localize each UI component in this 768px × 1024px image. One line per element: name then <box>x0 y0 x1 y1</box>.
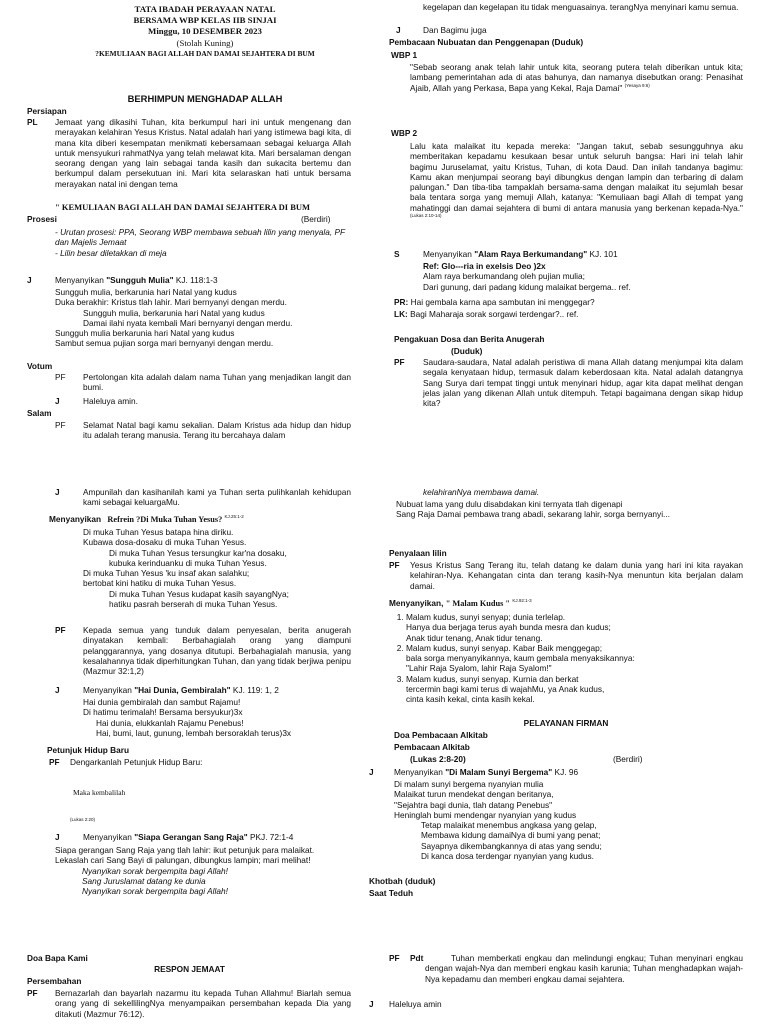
lk-label: LK: <box>394 309 408 319</box>
saat-teduh: Saat Teduh <box>369 888 414 898</box>
persembahan-heading: Persembahan <box>27 976 82 986</box>
song4-line: Sang Juruslamat datang ke dunia <box>82 875 206 886</box>
end-j-text: Haleluya amin <box>389 999 442 1009</box>
pdt-label: Pdt <box>410 953 424 963</box>
j-song: "Di Malam Sunyi Bergema" <box>445 767 553 777</box>
salam-heading: Salam <box>27 408 52 418</box>
pf-label: PF <box>389 953 400 963</box>
khotbah: Khotbah (duduk) <box>369 876 436 886</box>
dimalam-line: Di malam sunyi bergema nyanyian mulia <box>394 779 544 789</box>
song2-line: Di muka Tuhan Yesus kudapat kasih sayangNya; <box>109 588 289 599</box>
j4-ref: PKJ. 72:1-4 <box>249 832 294 842</box>
j1-line <box>55 275 218 285</box>
header-date: Minggu, 10 DESEMBER 2023 <box>148 26 262 37</box>
j3-song: "Hai Dunia, Gembiralah" <box>134 685 231 695</box>
verse-line: "Lahir Raja Syalom, lahir Raja Syalom!" <box>406 663 552 674</box>
song1-line: Sungguh mulia, berkarunia hari Natal yang kudus <box>55 287 237 297</box>
song1-line: Damai ilahi nyata kembali Mari bernyanyi dengan merdu. <box>83 317 293 328</box>
meny2-label: Menyanyikan <box>49 514 102 524</box>
song2-line: Di muka Tuhan Yesus tersungkur kar'na dosaku, <box>109 547 287 558</box>
verse-line: cinta kasih kekal, cinta kasih kekal. <box>406 694 535 705</box>
s-song-lines <box>423 261 631 292</box>
j2-label: J <box>55 487 60 497</box>
s-text: Menyanyikan <box>423 249 472 259</box>
song4-line: Siapa gerangan Sang Raja yang tlah lahir: ikut petunjuk para malaikat. <box>55 845 315 855</box>
pf3-text: Kepada semua yang tunduk dalam penyesalan, berita anugerah dinyatakan kembali: Berbahagialah orang yang diampuni pelanggarannya, yang dosanya ditutupi. Berbahagialah manusia, yang kesalahannya tidak diperhitungkan Tuhan, dan yang tidak berjiwa penipu (Mazmur 32:1,2) <box>83 625 351 677</box>
petunjuk-text: Dengarkanlah Petunjuk Hidup Baru: <box>70 757 203 767</box>
header-theme: ?KEMULIAAN BAGI ALLAH DAN DAMAI SEJAHTERA DI BUM <box>95 48 315 58</box>
wbp2-body: Lalu kata malaikat itu kepada mereka: "Jangan takut, sebab sesungguhnya aku memberitakan kepadamu kesukaan besar untuk seluruh bangsa: Hari ini telah lahir bagimu Juruselamat, yaitu Kristus, Tuhan, di kota Daud. Dan inilah tandanya bagimu: Kamu akan menjumpai seorang bayi dibungkus dengan lampin dan terbaring di dalam palungan." Dan tiba-tiba tampaklah bersama-sama dengan malaikat itu sejumlah besar bala tentara sorga yang memuji Allah, katanya: "Kemuliaan bagi Allah di tempat yang mahatinggi dan damai sejahtera di bumi di antara manusia yang berkenan kepada-Nya." <box>410 141 743 213</box>
j1-song: "Sungguh Mulia" <box>106 275 174 285</box>
header-stola: (Stolah Kuning) <box>176 37 234 48</box>
s-label: S <box>394 249 400 259</box>
nubuat-line: Nubuat lama yang dulu disabdakan kini ternyata tlah digenapi <box>396 499 623 509</box>
song1-line: Sungguh mulia, berkarunia hari Natal yang kudus <box>83 307 265 318</box>
pdt-text <box>425 953 743 984</box>
song4-line: Lekaslah cari Sang Bayi di palungan, dibungkus lampin; mari melihat! <box>55 855 311 866</box>
pelayanan-firman: PELAYANAN FIRMAN <box>523 718 609 728</box>
j3-label: J <box>55 685 60 695</box>
verse-item <box>406 643 635 674</box>
wbp1-body: "Sebab seorang anak telah lahir untuk kita, seorang putera telah diberikan untuk kita; lambang pemerintahan ada di atas bahunya, dan namanya disebutkan orang: Penasihat Ajaib, Allah yang Perkasa, Bapa yang Kekal, Raja Damai" <box>410 62 743 93</box>
verse-line: bala sorga menyanyikannya, kaum gembala menyaksikannya: <box>406 653 635 664</box>
doa-pembacaan: Doa Pembacaan Alkitab <box>394 730 488 740</box>
penyalaan-text: Yesus Kristus Sang Terang itu, telah datang ke dalam dunia yang hari ini kita rayakan kelahiran-Nya. Kehangatan cinta dan terang kasih-Nya menuntun kita berjalan dalam damai. <box>410 560 743 591</box>
verse-line: tercermin bagi kami terus di wajahMu, ya Anak kudus, <box>406 683 605 694</box>
j3-text: Menyanyikan <box>83 685 132 695</box>
malam-kudus-title: " Malam Kudus " <box>445 599 511 608</box>
petunjuk-pf-label: PF <box>49 757 60 767</box>
header <box>40 4 370 58</box>
pf3-label: PF <box>55 625 66 635</box>
song2-line: kubuka kerinduanku di muka Tuhan Yesus. <box>109 557 267 568</box>
j-label: J <box>369 767 374 777</box>
wbp2-label: WBP 2 <box>391 128 418 138</box>
salam-text: Selamat Natal bagi kamu sekalian. Dalam Kristus ada hidup dan hidup itu adalah terang manusia. Terang itu bercahaya dalam <box>83 420 351 441</box>
respon-jemaat: RESPON JEMAAT <box>154 964 225 974</box>
j-line <box>394 767 578 777</box>
s-song: "Alam Raya Berkumandang" <box>474 249 588 259</box>
verse-line: 2. Malam kudus, sunyi senyap. Kabar Baik menggegap; <box>406 642 603 653</box>
header-subtitle: BERSAMA WBP KELAS IIB SINJAI <box>133 15 277 26</box>
malam-kudus-label: Menyanyikan, <box>389 598 444 608</box>
top-j-text: Dan Bagimu juga <box>423 25 487 35</box>
s-ref: KJ. 101 <box>589 249 618 259</box>
pengakuan-text: Saudara-saudara, Natal adalah peristiwa di mana Allah datang menjumpai kita dalam segala kenyataan hidup, termasuk dalam keberdosaan kita. Natal adalah datangnya Sang Surya dari tempat tinggi untuk menyinari hidup, agar kita dapat melihat dengan jelas jalan yang dikenan Allah untuk ditempuh. Tetapi bagaimana dengan sikap hidup kita? <box>423 357 743 409</box>
maka-kembalilah: Maka kembalilah <box>73 788 126 797</box>
j-ref: KJ. 96 <box>554 767 579 777</box>
meny2-ref: KJ.25:1-2 <box>224 514 244 520</box>
song3-line: Di hatimu terimalah! Bersama bersyukur)3x <box>83 707 243 718</box>
petunjuk-heading: Petunjuk Hidup Baru <box>47 745 130 755</box>
j3-ref: KJ. 119: 1, 2 <box>232 685 279 695</box>
wbp1-text <box>410 62 743 93</box>
kelahiran-text: kelahiranNya membawa damai. <box>423 487 540 497</box>
salam-continuation: kegelapan dan kegelapan itu tidak menguasainya. terangNya menyinari kamu semua. <box>423 2 739 12</box>
votum-j-text: Haleluya amin. <box>83 396 138 406</box>
votum-heading: Votum <box>27 361 53 371</box>
persiapan-heading: Persiapan <box>27 106 67 116</box>
song1-line: Duka berakhir: Kristus tlah lahir. Mari bernyanyi dengan merdu. <box>55 297 287 308</box>
votum-text: Pertolongan kita adalah dalam nama Tuhan yang menjadikan langit dan bumi. <box>83 372 351 393</box>
j2-text: Ampunilah dan kasihanilah kami ya Tuhan serta pulihkanlah kehidupan kami sebagai keluargaMu. <box>83 487 351 508</box>
j1-label: J <box>27 275 32 285</box>
song3-line: Hai, bumi, laut, gunung, lembah bersoraklah terus)3x <box>96 727 292 738</box>
lk-line <box>394 309 578 319</box>
song2-line: Di muka Tuhan Yesus batapa hina diriku. <box>83 527 234 537</box>
end-j-label: J <box>369 999 374 1009</box>
prosesi-note: - Urutan prosesi: PPA, Seorang WBP membawa sebuah lilin yang menyala, PF dan Majelis Jemaat <box>55 227 345 248</box>
lukas-ref: (Lukas 2:8-20) <box>410 754 466 764</box>
pdt-body: Tuhan memberkati engkau dan melindungi engkau; Tuhan menyinari engkau dengan wajah-Nya dan memberi engkau kasih karunia; Tuhan menghadapkan wajah-Nya kepadamu dan memberi engkau damai sejahtera. <box>425 953 743 984</box>
verse-item <box>406 612 635 643</box>
pr-text: Hai gembala karna apa sambutan ini menggegar? <box>410 297 595 307</box>
s-song-line: Alam raya berkumandang oleh pujian mulia; <box>423 271 585 282</box>
top-j-label: J <box>396 25 401 35</box>
song4-line: Nyanyikan sorak bergempita bagi Allah! <box>82 886 228 897</box>
persembahan-pf-label: PF <box>27 988 38 998</box>
j4-label: J <box>55 832 60 842</box>
salam-pf-label: PF <box>55 420 66 430</box>
dimalam-line: Tetap malaikat menembus angkasa yang gelap, <box>421 820 597 831</box>
nubuat-lines <box>396 499 743 520</box>
song4 <box>55 845 314 896</box>
berdiri-right: (Berdiri) <box>613 754 643 764</box>
pr-line <box>394 297 595 307</box>
song1-line: Sungguh mulia berkarunia hari Natal yang kudus <box>55 328 235 339</box>
verse-line: Anak tidur tenang, Anak tidur tenang. <box>406 632 543 643</box>
pl-text: Jemaat yang dikasihi Tuhan, kita berkumpul hari ini untuk mengenang dan merayakan kelahiran Yesus Kristus. Natal adalah hari yang istimewa bagi kita, di mana kita diberi kesempatan menikmati kebersamaan sebagai keluarga Allah untuk mensyukuri rahmatNya yang telah melawat kita. Mari bersalaman dengan seorang dengan yang lain sebagai tanda kasih dan sukacita bertemu dan berkumpul dalam persekutuan ini. Mari kita selaraskan hati untuk bersama merayakan natal ini dengan tema <box>55 117 351 189</box>
verse-line: 3. Malam kudus, sunyi senyap. Kurnia dan berkat <box>406 673 579 684</box>
wbp1-label: WBP 1 <box>391 50 418 60</box>
song3-line: Hai dunia, elukkanlah Rajamu Penebus! <box>96 717 244 728</box>
section-title: BERHIMPUN MENGHADAP ALLAH <box>127 93 283 104</box>
song2-line: bertobat kini hatiku di muka Tuhan Yesus. <box>83 578 237 589</box>
malam-kudus-ref: KJ.92:1-3 <box>512 598 532 604</box>
song3 <box>83 697 291 738</box>
verse-line: Hanya dua berjaga terus ayah bunda mesra dan kudus; <box>406 622 611 633</box>
dimalam-line: Sayapnya dikembangkannya di atas yang sendu; <box>421 840 602 851</box>
dimalam-line: Malaikat turun mendekat dengan beritanya, <box>394 789 554 800</box>
song1-line: Sambut semua pujian sorga mari bernyanyi dengan merdu. <box>55 338 274 349</box>
malam-kudus-line <box>389 598 532 609</box>
pl-label: PL <box>27 117 38 127</box>
verse-line: 1. Malam kudus, sunyi senyap; dunia terlelap. <box>406 612 566 622</box>
pembacaan-alkitab: Pembacaan Alkitab <box>394 742 470 752</box>
malam-kudus-verses <box>394 612 635 705</box>
j1-text: Menyanyikan <box>55 275 104 285</box>
song2-line: Di muka Tuhan Yesus 'ku insaf akan salahku; <box>83 568 250 579</box>
lukas-ref-small: (Lukas 2:20) <box>70 817 96 822</box>
header-title: TATA IBADAH PERAYAAN NATAL <box>134 4 276 14</box>
meny2-line <box>49 514 244 525</box>
penyalaan-heading: Penyalaan lilin <box>389 548 447 558</box>
votum-j-label: J <box>55 396 60 406</box>
wbp2-ref: (Lukas 2:10-14) <box>410 213 442 219</box>
dimalam-line: Heninglah bumi mendengar nyanyian yang kudus <box>394 809 577 820</box>
prosesi-berdiri: (Berdiri) <box>301 214 331 224</box>
persembahan-text: Bernazarlah dan bayarlah nazarmu itu kepada Tuhan Allahmu! Biarlah semua orang yang di sekellilingNya menyampaikan persembahan kepada Dia yang ditakuti (Mazmur 76:12). <box>55 988 351 1019</box>
song4-line: Nyanyikan sorak bergempita bagi Allah! <box>82 865 228 876</box>
j-text: Menyanyikan <box>394 767 443 777</box>
pl-theme: " KEMULIAAN BAGI ALLAH DAN DAMAI SEJAHTERA DI BUM <box>55 202 311 212</box>
dimalam-line: Membawa kidung damaiNya di bumi yang penat; <box>421 830 601 841</box>
j1-ref: KJ. 118:1-3 <box>175 275 218 285</box>
s-line <box>423 249 618 259</box>
lk-text: Bagi Maharaja sorak sorgawi terdengar?.. ref. <box>410 309 579 319</box>
penyalaan-pf-label: PF <box>389 560 400 570</box>
song2 <box>83 527 289 609</box>
dimalam-song <box>394 779 602 861</box>
song3-line: Hai dunia gembiralah dan sambut Rajamu! <box>83 697 241 707</box>
wbp2-text <box>410 141 743 223</box>
wbp1-ref: (Yesaya 9:6) <box>624 82 650 88</box>
dimalam-line: "Sejahtra bagi dunia, tlah datang Penebus" <box>394 799 553 810</box>
pengakuan-duduk: (Duduk) <box>451 346 483 356</box>
verse-item <box>406 674 635 705</box>
prosesi-note: - Lilin besar diletakkan di meja <box>55 247 167 258</box>
votum-pf-label: PF <box>55 372 66 382</box>
pengakuan-pf-label: PF <box>394 357 405 367</box>
song1 <box>55 287 292 349</box>
nubuat-line: Sang Raja Damai pembawa trang abadi, sekarang lahir, sorga bernyanyi... <box>396 509 670 520</box>
nubuatan-heading: Pembacaan Nubuatan dan Penggenapan (Duduk) <box>389 37 584 47</box>
pengakuan-heading: Pengakuan Dosa dan Berita Anugerah <box>394 334 545 344</box>
j4-text: Menyanyikan <box>83 832 132 842</box>
prosesi-heading: Prosesi <box>27 214 57 224</box>
s-song-line: Dari gunung, dari padang kidung malaikat bergema.. ref. <box>423 281 631 292</box>
j3-line <box>83 685 279 695</box>
s-song-line: Ref: Glo---ria in exelsis Deo )2x <box>423 261 546 271</box>
dimalam-line: Di kanca dosa terdengar nyanyian yang kudus. <box>421 850 594 861</box>
j4-line <box>83 832 293 842</box>
song2-line: hatiku pasrah berserah di muka Tuhan Yesus. <box>109 598 278 609</box>
j4-song: "Siapa Gerangan Sang Raja" <box>134 832 248 842</box>
meny2-song: Refrein ?Di Muka Tuhan Yesus? <box>107 515 223 524</box>
doa-bapa-kami: Doa Bapa Kami <box>27 953 88 963</box>
pr-label: PR: <box>394 297 409 307</box>
prosesi-notes <box>55 227 351 258</box>
song2-line: Kubawa dosa-dosaku di muka Tuhan Yesus. <box>83 537 247 548</box>
